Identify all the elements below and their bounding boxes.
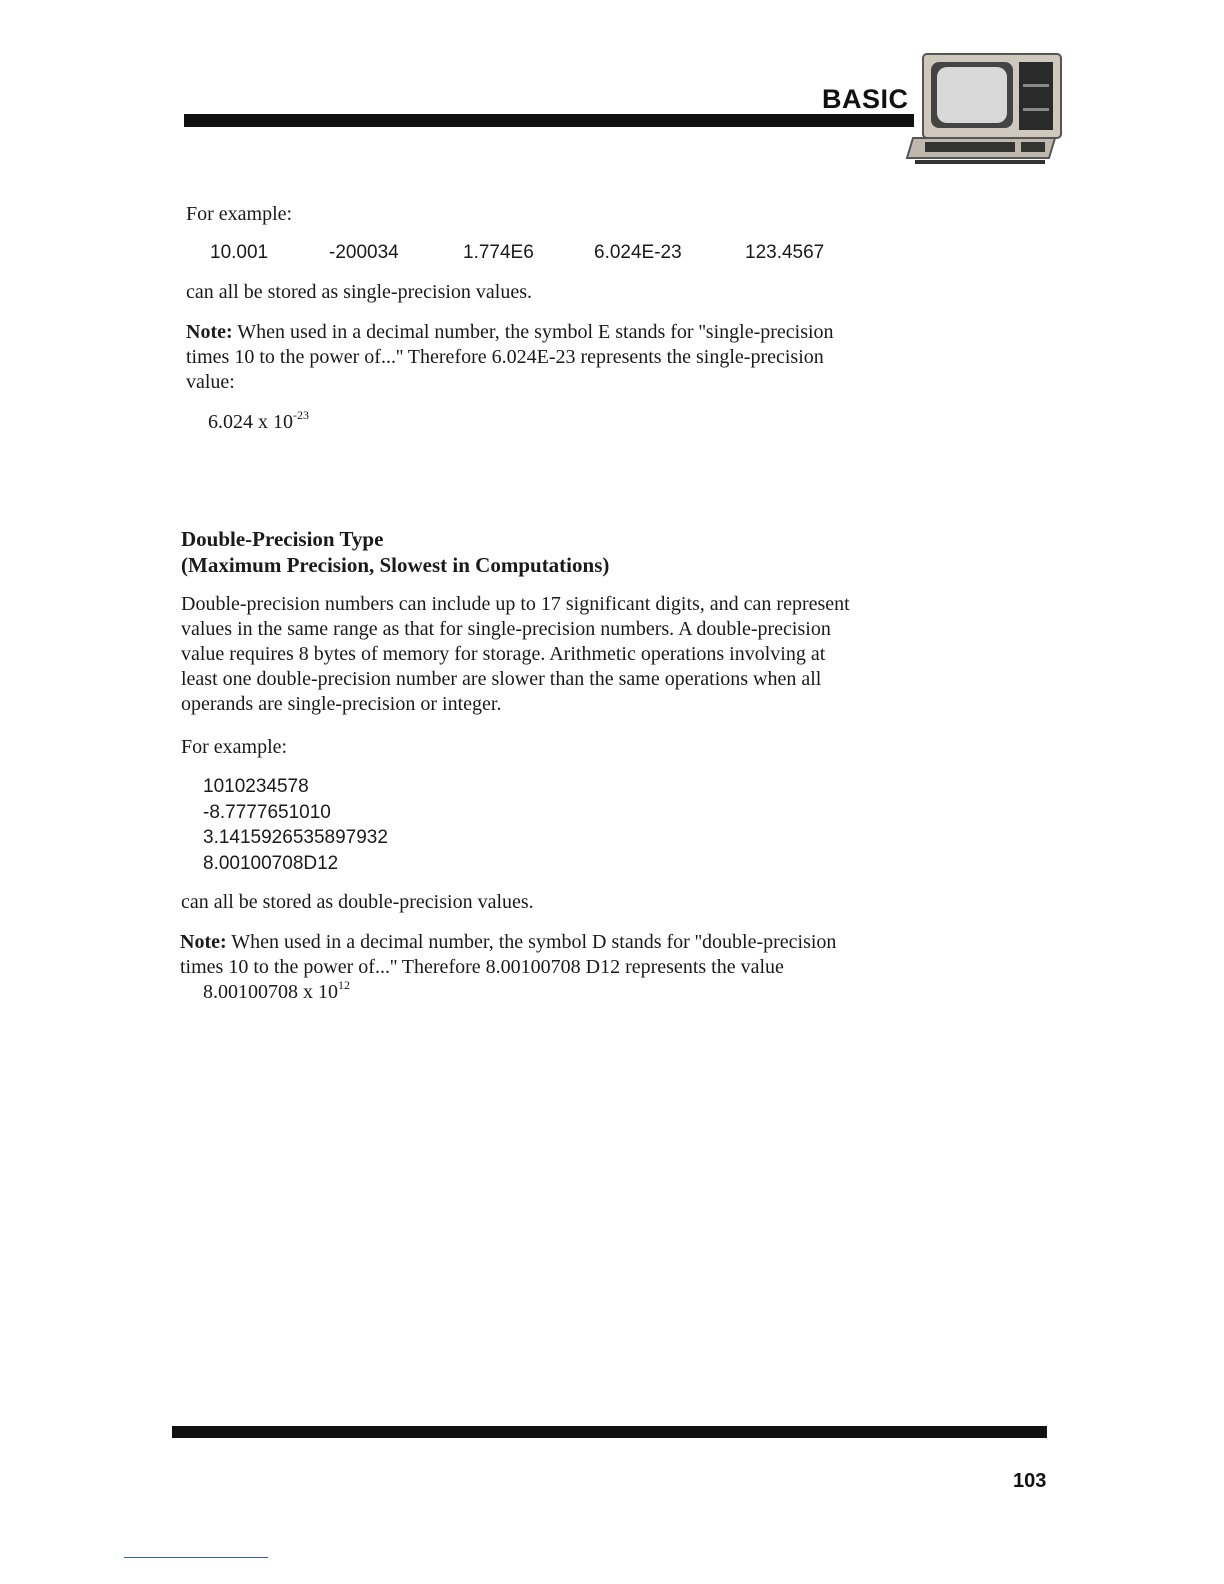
stored-statement: can all be stored as double-precision values. xyxy=(181,891,534,913)
note-line: When used in a decimal number, the symbol E stands for ''single-precision xyxy=(237,321,834,343)
paragraph-line: values in the same range as that for single-precision numbers. A double-precision xyxy=(181,618,831,640)
example-value: 10.001 xyxy=(210,242,269,263)
single-precision-examples xyxy=(0,242,1224,268)
note-line: When used in a decimal number, the symbol D stands for ''double-precision xyxy=(231,931,837,953)
formula xyxy=(208,410,309,437)
example-value: 3.1415926535897932 xyxy=(203,827,388,848)
section-heading: Double-Precision Type xyxy=(181,527,384,551)
paragraph-line: value requires 8 bytes of memory for storage. Arithmetic operations involving at xyxy=(181,643,826,665)
description-paragraph xyxy=(181,592,921,717)
trs-80-computer-icon xyxy=(905,50,1065,170)
note-line: times 10 to the power of...'' Therefore 8.00100708 D12 represents the value xyxy=(180,956,784,978)
formula-base: 8.00100708 x 10 xyxy=(203,981,338,1003)
note-label: Note: xyxy=(180,931,227,953)
note-label: Note: xyxy=(186,321,233,343)
note-line: value: xyxy=(186,371,235,393)
example-value: 1.774E6 xyxy=(463,242,534,263)
example-value: 8.00100708D12 xyxy=(203,852,339,874)
page-number: 103 xyxy=(1013,1470,1047,1492)
footer-rule xyxy=(172,1426,1047,1438)
example-value: 123.4567 xyxy=(745,242,825,263)
example-value: 1010234578 xyxy=(203,776,309,797)
note-line: times 10 to the power of...'' Therefore 6.024E-23 represents the single-precision xyxy=(186,346,824,368)
double-precision-examples xyxy=(203,774,388,876)
stored-statement: can all be stored as single-precision values. xyxy=(186,281,532,303)
note-paragraph xyxy=(186,320,906,395)
paragraph-line: Double-precision numbers can include up to 17 significant digits, and can represent xyxy=(181,593,850,615)
note-paragraph xyxy=(180,930,920,1007)
footnote-rule xyxy=(124,1557,268,1558)
formula-base: 6.024 x 10 xyxy=(208,411,293,433)
for-example-label: For example: xyxy=(186,203,293,225)
formula xyxy=(180,980,920,1007)
section-subheading: (Maximum Precision, Slowest in Computations) xyxy=(181,553,610,577)
formula-exponent: 12 xyxy=(338,978,350,992)
formula-exponent: -23 xyxy=(293,408,309,422)
for-example-label: For example: xyxy=(181,736,288,758)
example-value: 6.024E-23 xyxy=(594,242,682,263)
example-value: -200034 xyxy=(329,242,399,263)
paragraph-line: least one double-precision number are slower than the same operations when all xyxy=(181,668,822,690)
header-rule xyxy=(184,114,914,127)
example-value: -8.7777651010 xyxy=(203,801,331,823)
paragraph-line: operands are single-precision or integer. xyxy=(181,693,502,715)
chapter-title: BASIC xyxy=(822,84,909,114)
